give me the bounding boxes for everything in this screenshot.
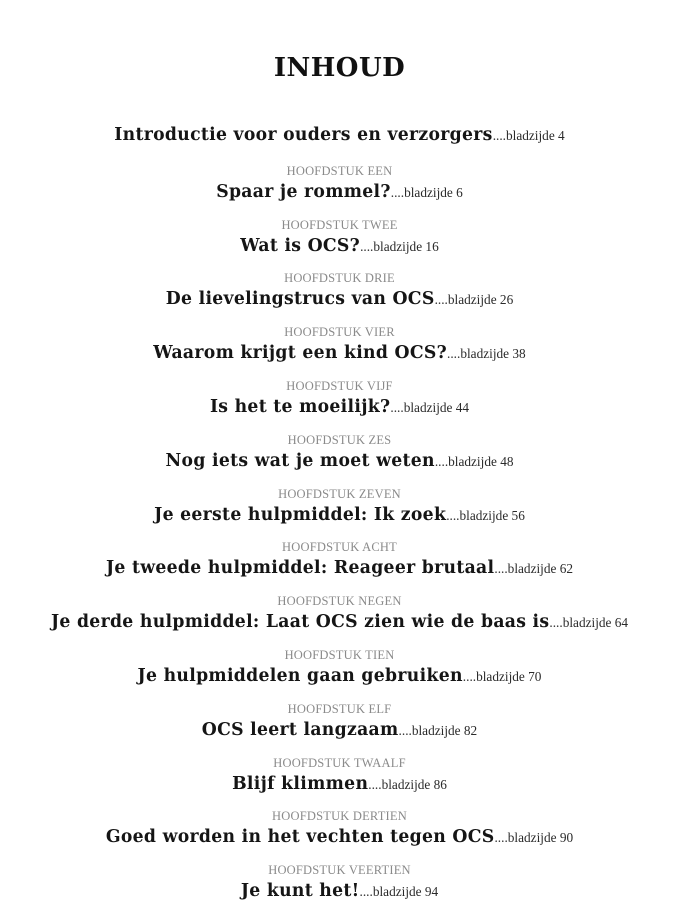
chapter-label: HOOFDSTUK TIEN	[284, 648, 395, 662]
toc-entry-page-ref: ....bladzijde 44	[390, 400, 470, 415]
chapter-label: HOOFDSTUK TWEE	[281, 218, 398, 232]
toc-chapter-11	[0, 702, 679, 743]
toc-entry-title: Blijf klimmen	[232, 774, 369, 794]
toc-chapter-14	[0, 863, 679, 904]
chapter-label: HOOFDSTUK EEN	[286, 164, 393, 178]
toc-entry-title: Waarom krijgt een kind OCS?	[153, 343, 448, 363]
toc-entry-title: Goed worden in het vechten tegen OCS	[105, 827, 495, 847]
toc-chapter-9	[0, 594, 679, 635]
chapter-label: HOOFDSTUK ACHT	[282, 540, 397, 554]
toc-chapter-2	[0, 218, 679, 259]
toc-chapter-10	[0, 648, 679, 689]
toc-entry-title: Je derde hulpmiddel: Laat OCS zien wie de baas is	[50, 612, 550, 632]
toc-chapter-7	[0, 487, 679, 528]
toc-chapter-12	[0, 756, 679, 797]
toc-entry-title: Is het te moeilijk?	[209, 397, 391, 417]
toc-entry-page-ref: ....bladzijde 94	[359, 884, 439, 899]
chapter-label: HOOFDSTUK VIJF	[286, 379, 393, 393]
toc-entry-title: Je eerste hulpmiddel: Ik zoek	[154, 505, 447, 525]
toc-entry-title: De lievelingstrucs van OCS	[165, 289, 435, 309]
toc-chapter-1	[0, 164, 679, 205]
toc-chapter-13	[0, 809, 679, 850]
toc-chapter-3	[0, 271, 679, 312]
toc-entry-page-ref: ....bladzijde 82	[398, 723, 478, 738]
toc-entry-page-ref: ....bladzijde 62	[494, 561, 574, 576]
toc-intro-entry	[0, 125, 679, 145]
chapter-label: HOOFDSTUK VIER	[284, 325, 395, 339]
chapter-label: HOOFDSTUK DRIE	[284, 271, 395, 285]
page-title: INHOUD	[273, 53, 406, 83]
toc-chapter-8	[0, 540, 679, 581]
toc-entry-page-ref: ....bladzijde 6	[390, 185, 463, 200]
toc-chapter-5	[0, 379, 679, 420]
toc-entry-title: Nog iets wat je moet weten	[165, 451, 435, 471]
toc-entry-page-ref: ....bladzijde 86	[368, 777, 447, 792]
toc-entry-page-ref: ....bladzijde 90	[494, 830, 574, 845]
toc-entry-page-ref: ....bladzijde 70	[462, 669, 542, 684]
toc-entry-page-ref: ....bladzijde 26	[434, 292, 514, 307]
chapter-label: HOOFDSTUK ZEVEN	[278, 487, 401, 501]
toc-entry-title: Wat is OCS?	[240, 236, 361, 256]
chapter-label: HOOFDSTUK ELF	[287, 702, 392, 716]
toc-entry-title: OCS leert langzaam	[201, 720, 399, 740]
toc-entry-page-ref: ....bladzijde 4	[492, 128, 565, 143]
toc-entry-page-ref: ....bladzijde 48	[434, 454, 514, 469]
toc-entry-page-ref: ....bladzijde 56	[446, 508, 525, 523]
toc-entry-title: Spaar je rommel?	[216, 182, 391, 202]
toc-entry-title: Je kunt het!	[240, 881, 360, 901]
chapter-label: HOOFDSTUK ZES	[287, 433, 392, 447]
chapter-label: HOOFDSTUK VEERTIEN	[268, 863, 411, 877]
toc-entry-title: Introductie voor ouders en verzorgers	[114, 125, 493, 145]
toc-chapter-6	[0, 433, 679, 474]
chapter-label: HOOFDSTUK NEGEN	[277, 594, 402, 608]
toc-entry-page-ref: ....bladzijde 38	[447, 346, 526, 361]
chapter-label: HOOFDSTUK TWAALF	[273, 756, 406, 770]
toc-chapter-4	[0, 325, 679, 366]
toc-entry-page-ref: ....bladzijde 16	[360, 239, 439, 254]
toc-entry-title: Je hulpmiddelen gaan gebruiken	[137, 666, 463, 686]
toc-entry-page-ref: ....bladzijde 64	[549, 615, 629, 630]
chapter-label: HOOFDSTUK DERTIEN	[272, 809, 407, 823]
toc-entry-title: Je tweede hulpmiddel: Reageer brutaal	[105, 558, 495, 578]
